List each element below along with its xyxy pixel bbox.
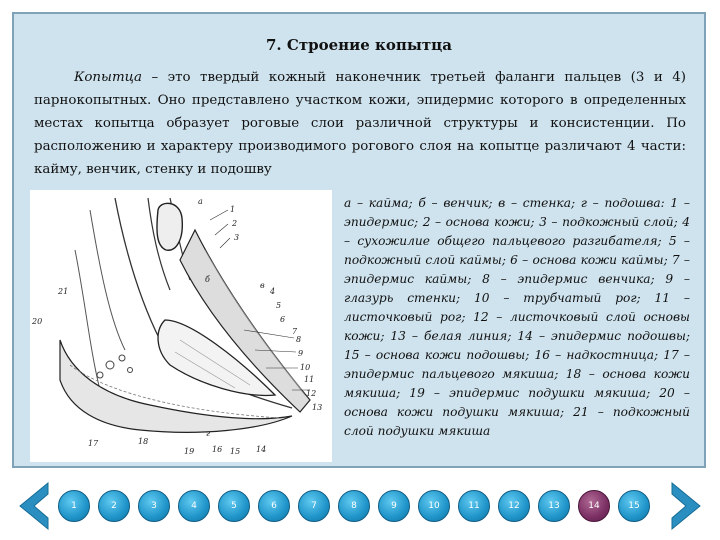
- page-button-15[interactable]: 15: [618, 490, 650, 522]
- figure-label-19: 19: [184, 447, 195, 456]
- figure-label-6: 6: [280, 315, 286, 324]
- figure-letter-b: б: [205, 275, 210, 284]
- chevron-left-icon: [14, 480, 54, 532]
- page-button-8[interactable]: 8: [338, 490, 370, 522]
- page-button-1[interactable]: 1: [58, 490, 90, 522]
- figure-label-18: 18: [138, 437, 149, 446]
- figure-label-4: 4: [270, 287, 276, 296]
- figure-label-15: 15: [230, 447, 241, 456]
- figure-label-16: 16: [212, 445, 223, 454]
- figure-label-5: 5: [276, 301, 282, 310]
- page-button-6[interactable]: 6: [258, 490, 290, 522]
- figure-label-2: 2: [232, 219, 238, 228]
- figure-label-10: 10: [300, 363, 311, 372]
- figure-label-17: 17: [88, 439, 99, 448]
- figure-label-8: 8: [296, 335, 302, 344]
- prev-arrow-button[interactable]: [14, 480, 54, 532]
- slide-title: 7. Строение копытца: [266, 36, 452, 54]
- page-button-2[interactable]: 2: [98, 490, 130, 522]
- page-button-14[interactable]: 14: [578, 490, 610, 522]
- figure-letter-v: в: [260, 281, 265, 290]
- figure-label-21: 21: [58, 287, 69, 296]
- figure-letter-a: а: [198, 197, 203, 206]
- figure-label-11: 11: [304, 375, 315, 384]
- figure-label-20: 20: [32, 317, 43, 326]
- page-button-7[interactable]: 7: [298, 490, 330, 522]
- page-button-11[interactable]: 11: [458, 490, 490, 522]
- figure-label-14: 14: [256, 445, 267, 454]
- page-button-9[interactable]: 9: [378, 490, 410, 522]
- figure-letter-g: г: [206, 429, 211, 438]
- page-button-5[interactable]: 5: [218, 490, 250, 522]
- figure-label-12: 12: [306, 389, 317, 398]
- figure-label-13: 13: [312, 403, 323, 412]
- hoof-section-figure: [30, 190, 332, 462]
- figure-caption: а – кайма; б – венчик; в – стенка; г – подошва: 1 – эпидермис; 2 – основа кожи; 3 – подкожный слой; 4 – сухожилие общего пальцевого разгибателя; 5 – подкожный слой каймы; 6 – основа кожи каймы; 7 – эпидермис каймы; 8 – эпидермис венчика; 9 – глазурь стенки; 10 – трубчатый рог; 11 – листочковый рог; 12 – листочковый слой основы кожи; 13 – белая линия; 14 – эпидермис подошвы; 15 – основа кожи подошвы; 16 – надкостница; 17 – эпидермис пальцевого мякиша; 18 – основа кожи мякиша; 19 – эпидермис подушки мякиша; 20 – основа кожи подушки мякиша; 21 – подкожный слой подушки мякиша: [344, 196, 690, 438]
- figure-label-7: 7: [292, 327, 298, 336]
- intro-paragraph: [34, 66, 686, 181]
- page-button-13[interactable]: 13: [538, 490, 570, 522]
- page-button-4[interactable]: 4: [178, 490, 210, 522]
- intro-text: – это твердый кожный наконечник третьей фаланги пальцев (3 и 4) парнокопытных. Оно представлено участком кожи, эпидермис которого в определенных местах копытца образует роговые слои различной структуры и консистенции. По расположению и характеру производимого рогового слоя на копытце различают 4 части: кайму, венчик, стенку и подошву: [34, 70, 686, 177]
- hoof-diagram: [30, 190, 332, 462]
- figure-label-9: 9: [298, 349, 304, 358]
- figure-label-3: 3: [234, 233, 240, 242]
- slide-panel: [12, 12, 706, 468]
- chevron-right-icon: [666, 480, 706, 532]
- page-button-3[interactable]: 3: [138, 490, 170, 522]
- figure-label-1: 1: [230, 205, 236, 214]
- page-button-10[interactable]: 10: [418, 490, 450, 522]
- next-arrow-button[interactable]: [666, 480, 706, 532]
- slide-navigation: [0, 472, 720, 540]
- page-button-12[interactable]: 12: [498, 490, 530, 522]
- intro-term: Копытца: [74, 70, 142, 85]
